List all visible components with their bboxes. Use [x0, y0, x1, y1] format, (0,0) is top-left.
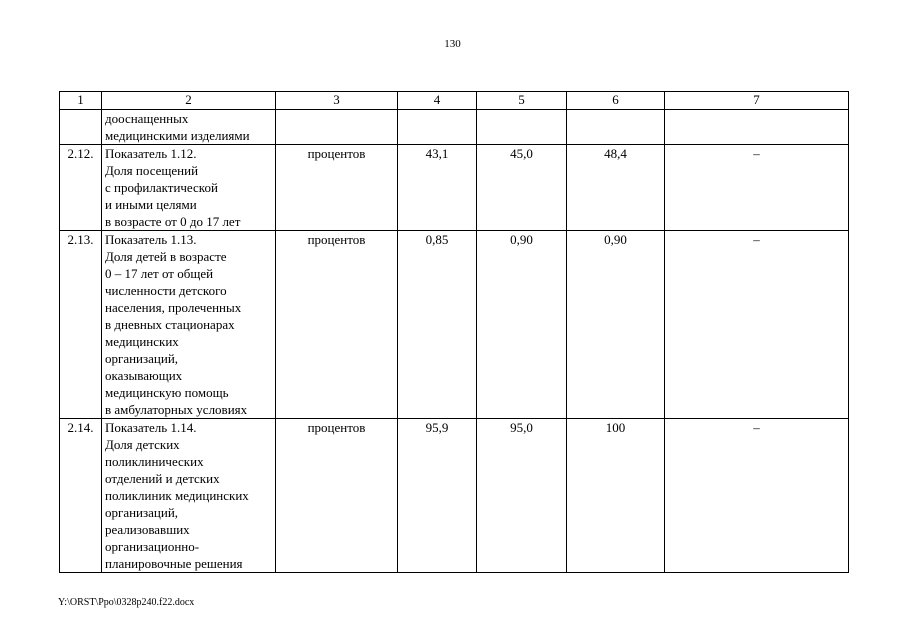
table-header-row	[60, 92, 849, 110]
note-col-7: –	[665, 419, 849, 573]
unit-cell: процентов	[276, 145, 398, 231]
file-path-footer: Y:\ORST\Ppo\0328p240.f22.docx	[58, 597, 195, 608]
value-col-5: 95,0	[477, 419, 567, 573]
indicator-name: дооснащенных медицинскими изделиями	[102, 110, 276, 145]
table-row	[60, 419, 849, 573]
header-col-3: 3	[276, 92, 398, 110]
value-col-5	[477, 110, 567, 145]
header-col-6: 6	[567, 92, 665, 110]
unit-cell: процентов	[276, 419, 398, 573]
value-col-4: 0,85	[398, 231, 477, 419]
header-col-2: 2	[102, 92, 276, 110]
row-number	[60, 110, 102, 145]
table-row	[60, 231, 849, 419]
table-row	[60, 110, 849, 145]
indicator-name: Показатель 1.13. Доля детей в возрасте 0 – 17 лет от общей численности детского населения, пролеченных в дневных стационарах медицинских организаций, оказывающих медицинскую помощь в амбулаторных условиях	[102, 231, 276, 419]
unit-cell	[276, 110, 398, 145]
value-col-5: 45,0	[477, 145, 567, 231]
value-col-6	[567, 110, 665, 145]
value-col-6: 100	[567, 419, 665, 573]
row-number: 2.14.	[60, 419, 102, 573]
value-col-4: 43,1	[398, 145, 477, 231]
indicator-table	[59, 91, 849, 573]
table-row	[60, 145, 849, 231]
value-col-6: 0,90	[567, 231, 665, 419]
note-col-7	[665, 110, 849, 145]
value-col-6: 48,4	[567, 145, 665, 231]
row-number: 2.13.	[60, 231, 102, 419]
row-number: 2.12.	[60, 145, 102, 231]
value-col-5: 0,90	[477, 231, 567, 419]
indicator-name: Показатель 1.12. Доля посещений с профилактической и иными целями в возрасте от 0 до 17 лет	[102, 145, 276, 231]
indicator-name: Показатель 1.14. Доля детских поликлинических отделений и детских поликлиник медицинских организаций, реализовавших организационно- планировочные решения	[102, 419, 276, 573]
unit-cell: процентов	[276, 231, 398, 419]
header-col-7: 7	[665, 92, 849, 110]
value-col-4: 95,9	[398, 419, 477, 573]
header-col-4: 4	[398, 92, 477, 110]
header-col-1: 1	[60, 92, 102, 110]
header-col-5: 5	[477, 92, 567, 110]
value-col-4	[398, 110, 477, 145]
note-col-7: –	[665, 145, 849, 231]
note-col-7: –	[665, 231, 849, 419]
page-number: 130	[444, 38, 461, 50]
